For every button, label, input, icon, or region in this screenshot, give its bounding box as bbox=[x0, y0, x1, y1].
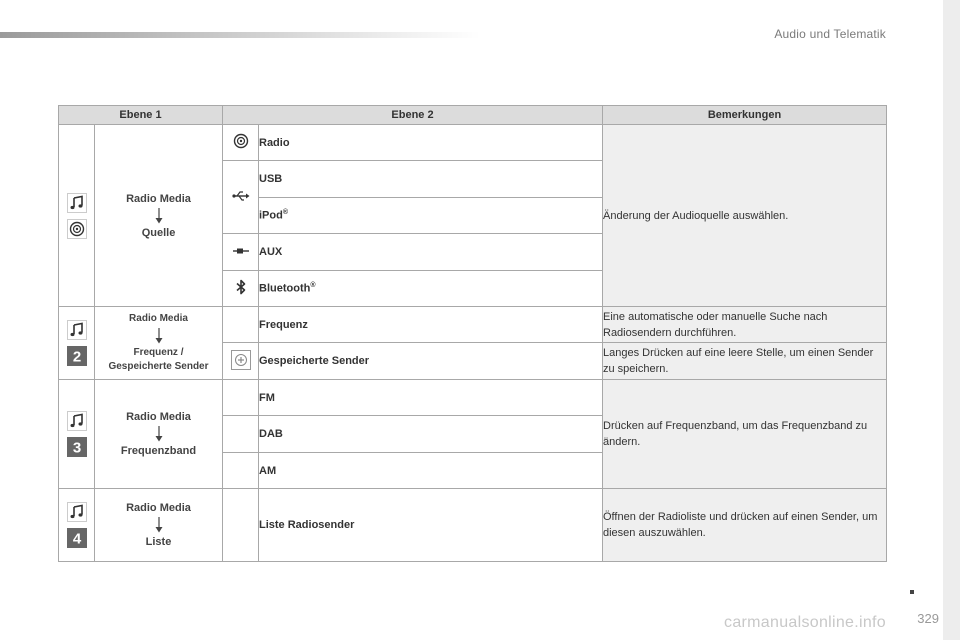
empty-icon-cell bbox=[223, 416, 259, 453]
option-am: AM bbox=[259, 453, 603, 489]
table-header-row bbox=[59, 106, 887, 125]
page-marker-dot bbox=[910, 590, 914, 594]
empty-icon-cell bbox=[223, 489, 259, 562]
arrow-down-icon bbox=[155, 517, 163, 533]
preset-star-icon bbox=[231, 350, 251, 370]
header-remarks: Bemerkungen bbox=[603, 106, 887, 125]
remark-frequenz: Eine automatische oder manuelle Suche nach Radiosendern durchführen. bbox=[603, 307, 887, 343]
group3-level1 bbox=[95, 380, 223, 489]
option-radio: Radio bbox=[259, 125, 603, 161]
remark-gespeicherte-sender: Langes Drücken auf eine leere Stelle, um einen Sender zu speichern. bbox=[603, 343, 887, 380]
group2-icons bbox=[59, 307, 95, 380]
music-note-icon bbox=[67, 320, 87, 340]
arrow-down-icon bbox=[155, 208, 163, 224]
level1-frequenzband: Frequenzband bbox=[120, 445, 197, 457]
option-frequenz: Frequenz bbox=[259, 307, 603, 343]
level1-frequenz: Frequenz / bbox=[133, 347, 184, 358]
table-row bbox=[59, 489, 887, 562]
option-gespeicherte-sender: Gespeicherte Sender bbox=[259, 343, 603, 380]
bluetooth-icon-cell bbox=[223, 271, 259, 307]
bluetooth-icon bbox=[235, 279, 247, 295]
group4-icons bbox=[59, 489, 95, 562]
option-usb: USB bbox=[259, 161, 603, 198]
header-gradient-bar bbox=[0, 32, 480, 38]
svg-text:3: 3 bbox=[72, 439, 81, 457]
option-fm: FM bbox=[259, 380, 603, 416]
group3-icons bbox=[59, 380, 95, 489]
arrow-down-icon bbox=[155, 328, 163, 344]
radio-icon bbox=[233, 133, 249, 149]
page-number: 329 bbox=[917, 611, 939, 626]
svg-text:4: 4 bbox=[72, 530, 81, 548]
group4-level1 bbox=[95, 489, 223, 562]
menu-table bbox=[58, 105, 887, 562]
remark-source: Änderung der Audioquelle auswählen. bbox=[603, 125, 887, 307]
step-3-badge bbox=[67, 437, 87, 457]
header-level2: Ebene 2 bbox=[223, 106, 603, 125]
option-bluetooth: Bluetooth® bbox=[259, 271, 603, 307]
option-liste-radiosender: Liste Radiosender bbox=[259, 489, 603, 562]
watermark: carmanualsonline.info bbox=[724, 614, 886, 631]
arrow-down-icon bbox=[155, 426, 163, 442]
group2-level1 bbox=[95, 307, 223, 380]
level1-radio-media: Radio Media bbox=[126, 502, 191, 514]
option-aux: AUX bbox=[259, 234, 603, 271]
music-note-icon bbox=[67, 411, 87, 431]
svg-text:2: 2 bbox=[72, 348, 81, 366]
music-note-icon bbox=[67, 193, 87, 213]
level1-radio-media: Radio Media bbox=[126, 411, 191, 423]
radio-icon-cell bbox=[223, 125, 259, 161]
header-level1: Ebene 1 bbox=[59, 106, 223, 125]
group1-level1 bbox=[95, 125, 223, 307]
section-title: Audio und Telematik bbox=[774, 27, 886, 41]
option-dab: DAB bbox=[259, 416, 603, 453]
empty-icon-cell bbox=[223, 453, 259, 489]
table-row bbox=[59, 125, 887, 161]
preset-icon-cell bbox=[223, 343, 259, 380]
group1-icons bbox=[59, 125, 95, 307]
aux-icon bbox=[232, 246, 250, 256]
remark-frequenzband: Drücken auf Frequenzband, um das Frequenzband zu ändern. bbox=[603, 380, 887, 489]
level1-quelle: Quelle bbox=[141, 226, 176, 239]
page-edge-strip bbox=[943, 0, 960, 640]
aux-icon-cell bbox=[223, 234, 259, 271]
step-4-badge bbox=[67, 528, 87, 548]
remark-liste: Öffnen der Radioliste und drücken auf einen Sender, um diesen auszuwählen. bbox=[603, 489, 887, 562]
level1-radio-media: Radio Media bbox=[129, 313, 188, 324]
level1-radio-media: Radio Media bbox=[126, 192, 191, 205]
usb-icon-cell bbox=[223, 161, 259, 234]
step-2-badge bbox=[67, 346, 87, 366]
option-ipod: iPod® bbox=[259, 198, 603, 234]
table-row bbox=[59, 307, 887, 343]
empty-icon-cell bbox=[223, 307, 259, 343]
level1-liste: Liste bbox=[145, 536, 172, 548]
level1-gespeicherte-sender: Gespeicherte Sender bbox=[108, 361, 209, 372]
empty-icon-cell bbox=[223, 380, 259, 416]
table-row bbox=[59, 380, 887, 416]
usb-icon bbox=[232, 190, 250, 202]
radio-source-icon bbox=[67, 219, 87, 239]
music-note-icon bbox=[67, 502, 87, 522]
